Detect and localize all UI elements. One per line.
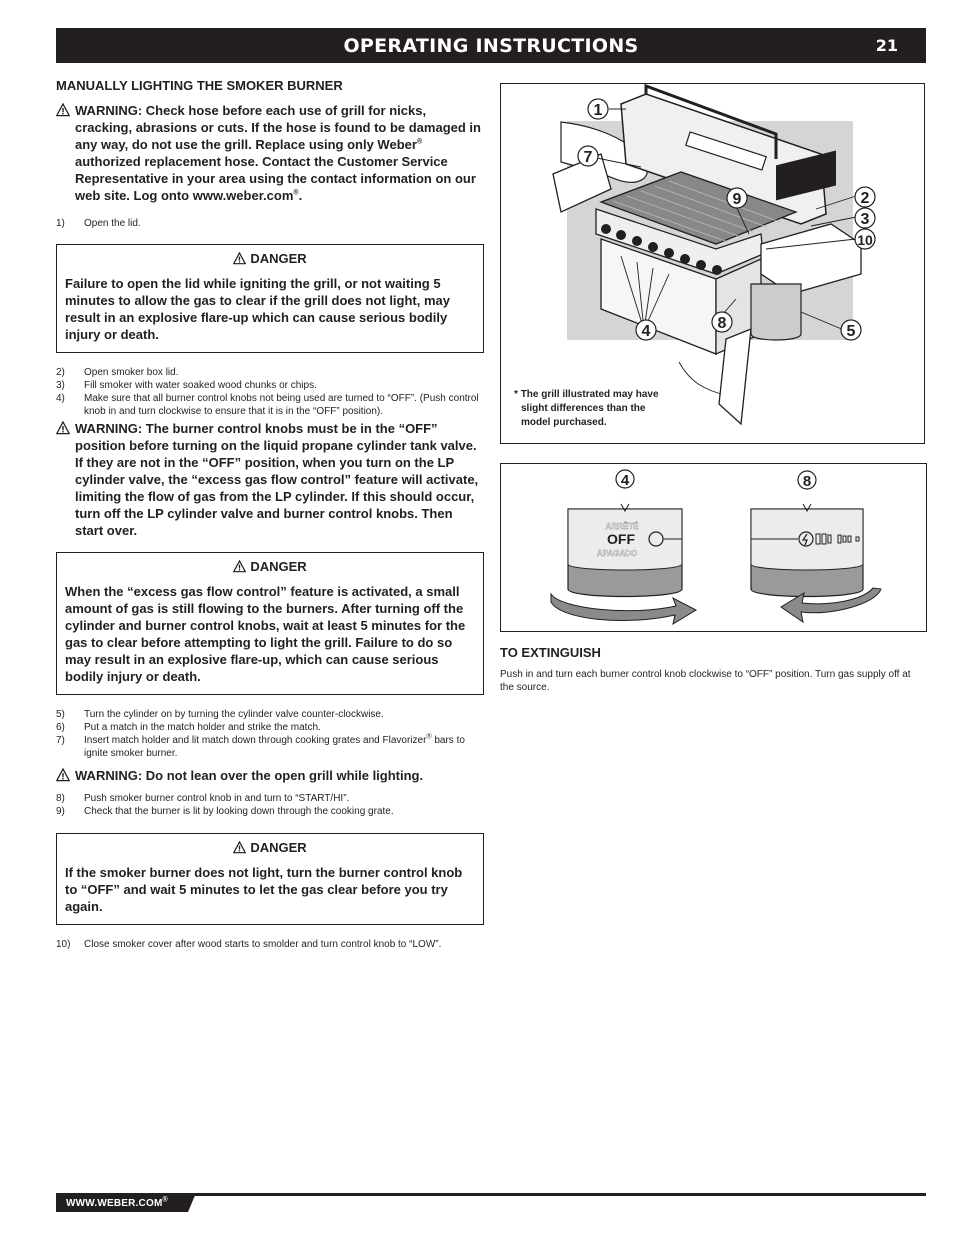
step-text: Put a match in the match holder and strike the match.: [84, 722, 321, 733]
warning-do-not-lean: [56, 767, 484, 784]
warning-hose-text-3: .: [298, 188, 303, 203]
figure-note-line: slight differences than the: [521, 403, 646, 414]
danger-box-smoker-burner: [56, 833, 484, 925]
warning-control-knobs: [56, 420, 484, 539]
step-item: [56, 721, 484, 734]
warning-triangle-icon: [56, 103, 70, 117]
registered-mark: ®: [426, 733, 432, 741]
step-item: [56, 792, 484, 805]
figure-note-line: The grill illustrated may have: [520, 389, 659, 400]
step-list-5: [56, 938, 484, 951]
knob-label-off: OFF: [607, 531, 635, 547]
step-text: Open the lid.: [84, 218, 141, 229]
step-number: 10): [56, 939, 71, 950]
step-list-3: [56, 708, 484, 760]
step-number: 4): [56, 393, 65, 404]
step-number: 7): [56, 735, 65, 746]
callout-label: 2: [860, 190, 870, 207]
figure-note-line: model purchased.: [521, 417, 607, 428]
knob-label-spanish: APAGADO: [596, 549, 638, 558]
step-number: 5): [56, 709, 65, 720]
danger-heading: [65, 251, 475, 266]
warning-triangle-icon: [56, 421, 70, 435]
danger-heading-text: DANGER: [250, 840, 307, 855]
step-text: bars to ignite smoker burner.: [84, 735, 465, 759]
page-header: [56, 28, 926, 63]
callout-label: 5: [846, 323, 856, 340]
step-number: 3): [56, 380, 65, 391]
callout-label: 7: [583, 149, 593, 166]
danger-box-lid: [56, 244, 484, 353]
extinguish-paragraph: Push in and turn each burner control knob clockwise to “OFF” position. Turn gas supply off at the source.: [500, 669, 911, 693]
figure-note: [514, 388, 659, 430]
callout-label: 10: [857, 232, 873, 248]
callout-label: 8: [717, 315, 727, 332]
danger-triangle-icon: [233, 252, 246, 265]
footer-website[interactable]: [66, 1198, 168, 1209]
step-list-4: [56, 792, 484, 818]
figure-note-star: *: [514, 389, 518, 400]
danger-heading: [65, 840, 475, 855]
callout-label: 9: [732, 191, 742, 208]
step-text: Turn the cylinder on by turning the cylinder valve counter-clockwise.: [84, 709, 384, 720]
danger-triangle-icon: [233, 841, 246, 854]
step-text: Fill smoker with water soaked wood chunks or chips.: [84, 380, 317, 391]
clockwise-arrow-icon: [551, 594, 696, 624]
footer-url-text: WWW.WEBER.COM: [66, 1198, 163, 1209]
step-number: 9): [56, 806, 65, 817]
extinguish-section: [500, 645, 926, 694]
step-text: Insert match holder and lit match down through cooking grates and Flavorizer: [84, 735, 427, 746]
danger-box-excess-gas: [56, 552, 484, 695]
step-list-2: [56, 366, 484, 418]
warning-do-not-lean-text: WARNING: Do not lean over the open grill while lighting.: [75, 768, 424, 783]
step-item: [56, 805, 484, 818]
knob-start-drawing: [751, 471, 881, 622]
warning-triangle-icon: [56, 768, 70, 782]
step-item: [56, 217, 484, 230]
step-item: [56, 379, 484, 392]
step-text: Close smoker cover after wood starts to smolder and turn control knob to “LOW”.: [84, 939, 442, 950]
danger-body-text: If the smoker burner does not light, turn the burner control knob to “OFF” and wait 5 minutes to let the gas clear before you try again.: [65, 865, 463, 914]
warning-hose-text-1: WARNING: Check hose before each use of grill for nicks, cracking, abrasions or cuts. If the hose is found to be damaged in any way, do not use the grill. Replace using only Weber: [75, 103, 481, 152]
warning-hose-text-2: authorized replacement hose. Contact the Customer Service Representative in your area using the contact information on our web site. Log onto www.weber.com: [75, 154, 476, 203]
step-text: Check that the burner is lit by looking down through the cooking grate.: [84, 806, 394, 817]
step-number: 6): [56, 722, 65, 733]
danger-body-text: Failure to open the lid while igniting the grill, or not waiting 5 minutes to allow the gas to clear if the grill does not light, may result in an explosive flare-up which can cause serious bodily injury or death.: [65, 276, 450, 342]
callout-label: 4: [620, 472, 630, 489]
page-title: OPERATING INSTRUCTIONS: [343, 35, 639, 57]
section-title-extinguish: TO EXTINGUISH: [500, 645, 601, 660]
warning-control-knobs-text: WARNING: The burner control knobs must be in the “OFF” position before turning on the liquid propane cylinder tank valve. If they are not in the “OFF” position, when you turn on the LP cylinder valve, the “excess gas flow control” feature will activate, limiting the flow of gas from the LP cylinder. If this should occur, turn off the LP cylinder valve and burner control knobs. Then start over.: [75, 421, 479, 538]
callout-label: 1: [593, 102, 603, 119]
step-text: Make sure that all burner control knobs not being used are turned to “OFF”. (Push control knob in and turn clockwise to ensure that it is in the “OFF” position).: [84, 393, 479, 417]
knob-off-drawing: [551, 470, 696, 624]
callout-label: 4: [641, 323, 651, 340]
step-item: [56, 708, 484, 721]
page-number: 21: [875, 36, 898, 55]
step-text: Open smoker box lid.: [84, 367, 179, 378]
callout-label: 8: [802, 473, 812, 490]
section-title-manual-lighting: MANUALLY LIGHTING THE SMOKER BURNER: [56, 78, 343, 93]
step-number: 2): [56, 367, 65, 378]
step-text: Push smoker burner control knob in and turn to “START/HI”.: [84, 793, 350, 804]
danger-triangle-icon: [233, 560, 246, 573]
danger-heading-text: DANGER: [250, 559, 307, 574]
step-item: [56, 734, 484, 760]
callout-label: 3: [860, 211, 870, 228]
step-item: [56, 392, 484, 418]
knob-label-french: ARRÊTÉ: [605, 522, 639, 531]
step-list-1: [56, 217, 484, 230]
danger-heading-text: DANGER: [250, 251, 307, 266]
registered-mark: ®: [416, 138, 423, 146]
left-column: [56, 78, 484, 951]
step-number: 1): [56, 218, 65, 229]
step-item: [56, 938, 484, 951]
knob-figure: [500, 463, 927, 632]
propane-tank: [751, 284, 801, 340]
warning-hose: [56, 102, 484, 204]
registered-mark: ®: [162, 1196, 168, 1204]
step-item: [56, 366, 484, 379]
registered-mark: ®: [293, 189, 299, 197]
danger-body-text: When the “excess gas flow control” feature is activated, a small amount of gas is still flowing to the burners. After turning off the cylinder and burner control knobs, wait at least 5 minutes for the gas to clear before attempting to light the grill. Failure to do so may result in an explosive flare-up, which can cause serious bodily injury or death.: [65, 584, 466, 684]
danger-heading: [65, 559, 475, 574]
step-number: 8): [56, 793, 65, 804]
knob-illustration: [501, 464, 926, 631]
grill-figure: [500, 83, 925, 444]
